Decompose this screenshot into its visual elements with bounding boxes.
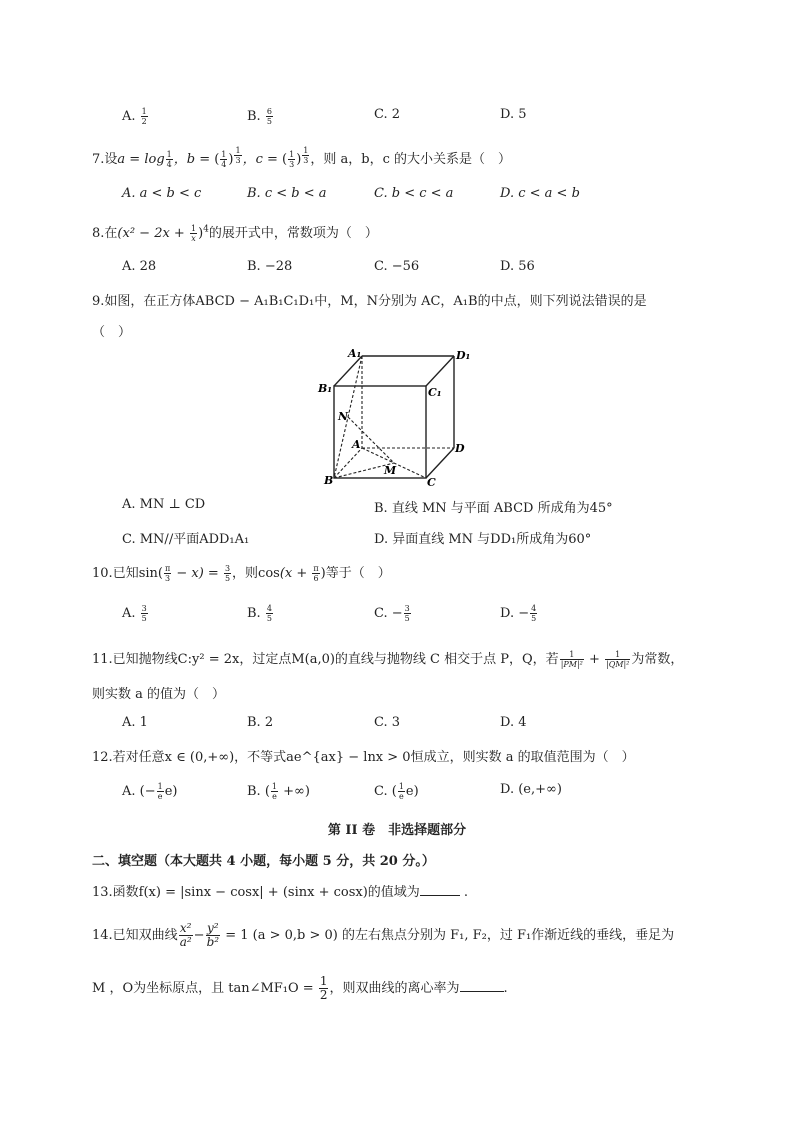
q9-option-c: C. MN//平面ADD₁A₁ — [122, 532, 250, 547]
q6-option-c: C. 2 — [374, 107, 401, 122]
q6-option-d: D. 5 — [500, 107, 527, 122]
q9-stem-line1: 9.如图，在正方体ABCD − A₁B₁C₁D₁中，M，N分别为 AC，A₁B的中点，则下列说法错误的是 — [92, 294, 647, 309]
label-M: M — [384, 464, 397, 477]
q11-stem-line2: 则实数 a 的值为（ ） — [92, 687, 226, 702]
q10-option-d: D. − $\frac{4}{5}$ — [500, 604, 537, 623]
q7-option-c: C. b < c < a — [374, 186, 454, 201]
q9-option-a: A. MN ⊥ CD — [122, 497, 206, 512]
q10-option-a: A. $\frac{3}{5}$ — [122, 604, 147, 623]
q7-option-a: A. a < b < c — [122, 186, 202, 201]
section-title: 第 II 卷 非选择题部分 — [327, 823, 467, 838]
q7-option-d: D. c < a < b — [500, 186, 580, 201]
q7-b-exponent: 1 3 — [235, 146, 241, 165]
label-B1: B₁ — [318, 382, 333, 395]
label-C: C — [427, 476, 436, 489]
q11-option-d: D. 4 — [500, 715, 527, 730]
q11-option-a: A. 1 — [122, 715, 148, 730]
q6-option-a: A. $\frac{1}{2}$ — [122, 107, 147, 126]
q7-stem: 7.设a = log $\frac{1}{4}$ ，b = ( $\frac{1}{4}$ ) $^{\frac{1}{3}}$ ，c = ( $\frac{1}{3}$ ) $^{\frac{1}{3}}$ ，则 a，b，c 的大小关系是（ ） — [92, 146, 511, 169]
q14-stem-line1: 14.已知双曲线 $\frac{\text{x²}}{\text{a²}}$ − $\frac{\text{y²}}{\text{b²}}$ = 1 (a > 0,b > 0) 的左右焦点分别为 F₁, F₂，过 F₁作渐近线的垂线，垂足为 — [92, 921, 675, 949]
q7-c-exponent: 1 3 — [303, 146, 309, 165]
q11-stem-line1: 11.已知抛物线C:y² = 2x，过定点M(a,0)的直线与抛物线 C 相交于点 P，Q，若 $\frac{1}{\text{|PM|²}}$ + $\frac{1}{\text{|QM|²}}$ 为常数， — [92, 650, 684, 669]
label-D1: D₁ — [456, 349, 471, 362]
q10-option-c: C. − $\frac{3}{5}$ — [374, 604, 410, 623]
cube-figure — [312, 344, 482, 490]
q7-option-b: B. c < b < a — [247, 186, 327, 201]
q11-option-c: C. 3 — [374, 715, 401, 730]
label-A1: A₁ — [348, 347, 362, 360]
q12-option-c: C. ( $\frac{1}{e}$ e) — [374, 782, 419, 801]
q12-option-a: A. (− $\frac{1}{e}$ e) — [122, 782, 178, 801]
q14-stem-line2: M ，O为坐标原点，且 tan∠MF₁O = $\frac{1}{2}$ ，则双曲线的离心率为 . — [92, 974, 508, 1002]
q9-option-d: D. 异面直线 MN 与DD₁所成角为60° — [374, 532, 592, 547]
q11-option-b: B. 2 — [247, 715, 274, 730]
q9-option-b: B. 直线 MN 与平面 ABCD 所成角为45° — [374, 501, 613, 516]
q10-stem: 10.已知sin( $\frac{\pi}{3}$ − x) = $\frac{3}{5}$ ，则cos(x + $\frac{\pi}{6}$ )等于（ ） — [92, 564, 391, 583]
label-D: D — [455, 442, 465, 455]
q10-option-b: B. $\frac{4}{5}$ — [247, 604, 272, 623]
q8-option-b: B. −28 — [247, 259, 293, 274]
q9-stem-line2: （ ） — [92, 325, 132, 340]
q12-option-b: B. ( $\frac{1}{e}$ +∞) — [247, 782, 310, 801]
label-A: A — [352, 438, 361, 451]
label-C1: C₁ — [428, 386, 442, 399]
q13-stem: 13.函数f(x) = |sinx − cosx| + (sinx + cosx)的值域为 . — [92, 885, 469, 900]
label-B: B — [324, 474, 334, 487]
part2-title: 二、填空题（本大题共 4 小题，每小题 5 分，共 20 分。） — [92, 854, 435, 869]
q12-stem: 12.若对任意x ∈ (0,+∞)，不等式ae^{ax} − lnx > 0恒成立，则实数 a 的取值范围为（ ） — [92, 750, 635, 765]
q8-stem: 8.在(x² − 2x + $\frac{1}{x}$ )$^4$的展开式中，常数项为（ ） — [92, 224, 378, 243]
q6-option-b: B. $\frac{6}{5}$ — [247, 107, 272, 126]
label-N: N — [338, 410, 349, 423]
q13-answer-blank[interactable] — [420, 895, 460, 896]
q8-option-c: C. −56 — [374, 259, 420, 274]
q12-option-d: D. (e,+∞) — [500, 782, 562, 797]
q8-option-a: A. 28 — [122, 259, 157, 274]
q8-option-d: D. 56 — [500, 259, 535, 274]
q14-answer-blank[interactable] — [460, 991, 504, 992]
